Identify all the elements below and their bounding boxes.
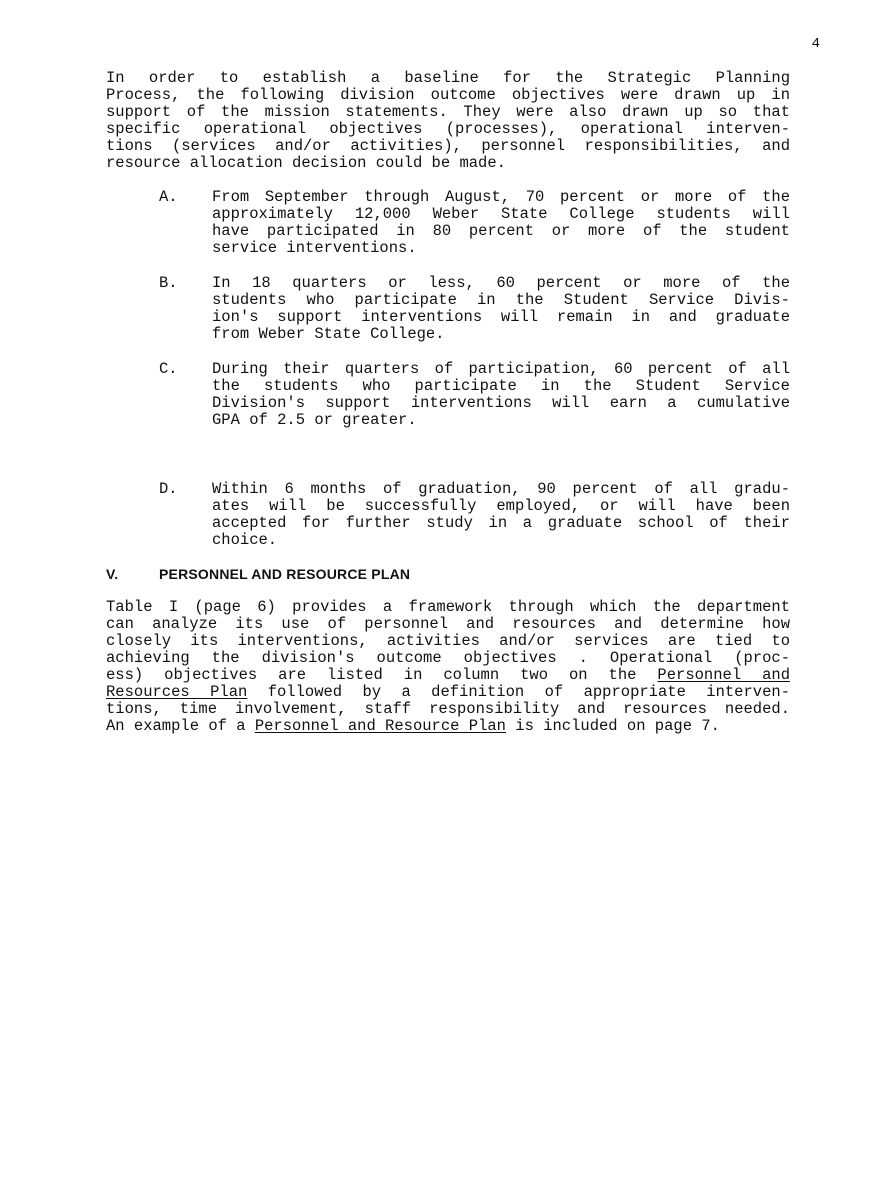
objective-text	[212, 481, 790, 549]
objective-line: have participated in 80 percent or more of the student	[212, 223, 790, 240]
section-line-text: is included on page 7.	[505, 718, 720, 735]
intro-line: In order to establish a baseline for the Strategic Planning	[106, 70, 790, 87]
intro-line: tions (services and/or activities), personnel responsibilities, and	[106, 138, 790, 155]
objective-line: In 18 quarters or less, 60 percent or more of the	[212, 275, 790, 292]
intro-line: specific operational objectives (processes), operational interven-	[106, 121, 790, 138]
section-line-text: followed by a definition of appropriate interven-	[247, 684, 790, 701]
objective-line: GPA of 2.5 or greater.	[212, 412, 417, 429]
objective-line: choice.	[212, 532, 278, 549]
objective-text	[212, 189, 790, 257]
intro-line: Process, the following division outcome objectives were drawn up in	[106, 87, 790, 104]
section-heading	[106, 566, 410, 583]
objective-line: From September through August, 70 percent or more of the	[212, 189, 790, 206]
objective-line: service interventions.	[212, 240, 417, 257]
section-line-text: ess) objectives are listed in column two on the	[106, 667, 658, 684]
objective-letter: D.	[159, 480, 178, 498]
objective-letter: A.	[159, 188, 178, 206]
section-line-text: An example of a	[106, 718, 255, 735]
section-line	[106, 684, 790, 701]
section-line: tions, time involvement, staff responsibility and resources needed.	[106, 701, 790, 718]
section-line: Table I (page 6) provides a framework through which the department	[106, 599, 790, 616]
section-line: closely its interventions, activities and/or services are tied to	[106, 633, 790, 650]
objective-line: accepted for further study in a graduate school of their	[212, 515, 790, 532]
section-number: V.	[106, 566, 119, 582]
objective-letter: B.	[159, 274, 178, 292]
objective-line: Division's support interventions will earn a cumulative	[212, 395, 790, 412]
section-line: achieving the division's outcome objectives . Operational (proc-	[106, 650, 790, 667]
objective-line: approximately 12,000 Weber State College students will	[212, 206, 790, 223]
objective-text	[212, 361, 790, 429]
objective-line: students who participate in the Student Service Divis-	[212, 292, 790, 309]
resource-plan-reference: Personnel and Resource Plan	[254, 718, 506, 735]
objective-line: ion's support interventions will remain in and graduate	[212, 309, 790, 326]
objective-line: the students who participate in the Student Service	[212, 378, 790, 395]
section-title: PERSONNEL AND RESOURCE PLAN	[159, 566, 411, 582]
intro-paragraph	[106, 70, 790, 172]
objective-line: Within 6 months of graduation, 90 percent of all gradu-	[212, 481, 790, 498]
section-line	[106, 718, 790, 735]
objective-line: from Weber State College.	[212, 326, 445, 343]
personnel-plan-reference: Personnel and	[657, 667, 790, 684]
intro-line: resource allocation decision could be made.	[106, 155, 506, 172]
personnel-plan-reference: Resources Plan	[106, 684, 248, 701]
section-line	[106, 667, 790, 684]
section-line: can analyze its use of personnel and resources and determine how	[106, 616, 790, 633]
page-number: 4	[811, 36, 820, 52]
objective-line: ates will be successfully employed, or will have been	[212, 498, 790, 515]
objective-text	[212, 275, 790, 343]
objective-letter: C.	[159, 360, 178, 378]
intro-line: support of the mission statements. They were also drawn up so that	[106, 104, 790, 121]
section-paragraph	[106, 599, 790, 735]
objective-line: During their quarters of participation, 60 percent of all	[212, 361, 790, 378]
